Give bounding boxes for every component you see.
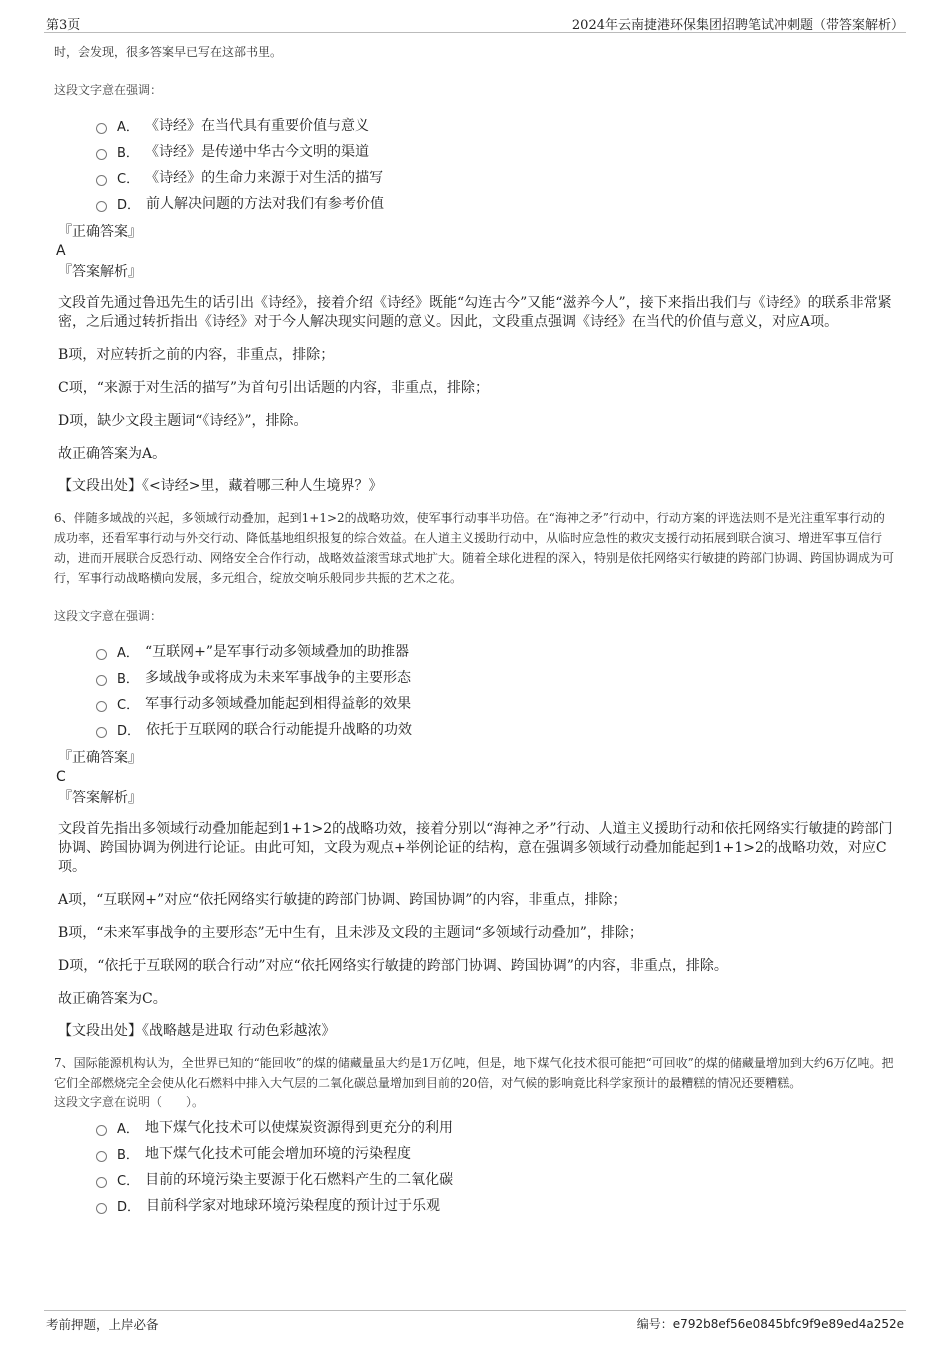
q5-answer-label: 『正确答案』 <box>58 224 142 240</box>
q5-answer: A <box>56 243 66 259</box>
document-title: 2024年云南捷港环保集团招聘笔试冲刺题（带答案解析） <box>571 18 904 33</box>
q7-option-a[interactable]: A． 地下煤气化技术可以使煤炭资源得到更充分的利用 <box>54 1114 896 1140</box>
q6-analysis-b: B项，“未来军事战争的主要形态”无中生有，且未涉及文段的主题词“多领域行动叠加”，排除； <box>58 925 643 941</box>
q6-option-c[interactable]: C． 军事行动多领域叠加能起到相得益彰的效果 <box>54 690 896 716</box>
page-footer <box>44 1310 906 1333</box>
q5-options <box>54 112 896 216</box>
q6-analysis-main: 文段首先指出多领域行动叠加能起到1+1>2的战略功效，接着分别以“海神之矛”行动、人道主义援助行动和依托网络实行敏捷的跨部门协调、跨国协调为例进行论证。由此可知，文段为观点+举例论证的结构，意在强调多领域行动叠加能起到1+1>2的战略功效，对应C项。 <box>58 821 893 875</box>
radio-icon[interactable] <box>96 649 107 660</box>
q6-analysis-d: D项，“依托于互联网的联合行动”对应“依托网络实行敏捷的跨部门协调、跨国协调”的内容，非重点，排除。 <box>58 958 728 974</box>
q5-option-a[interactable]: A． 《诗经》在当代具有重要价值与意义 <box>54 112 896 138</box>
q6-option-d[interactable]: D． 依托于互联网的联合行动能提升战略的功效 <box>54 716 896 742</box>
document-id: 编号：e792b8ef56e0845bfc9f9e89ed4a252e <box>636 1317 904 1331</box>
q5-source: 【文段出处】《<诗经>里，藏着哪三种人生境界？》 <box>58 478 383 494</box>
q5-analysis-c: C项，“来源于对生活的描写”为首句引出话题的内容，非重点，排除； <box>58 380 490 396</box>
radio-icon[interactable] <box>96 201 107 212</box>
footer-slogan: 考前押题，上岸必备 <box>46 1317 159 1332</box>
q5-stem-continuation: 时，会发现，很多答案早已写在这部书里。 <box>54 45 283 59</box>
page-content <box>54 40 896 1218</box>
q7-lead: 这段文字意在说明（ ）。 <box>54 1095 205 1109</box>
radio-icon[interactable] <box>96 1177 107 1188</box>
radio-icon[interactable] <box>96 1151 107 1162</box>
q6-answer: C <box>56 769 66 785</box>
radio-icon[interactable] <box>96 1203 107 1214</box>
q7-options <box>54 1114 896 1218</box>
q6-source: 【文段出处】《战略越是进取 行动色彩越浓》 <box>58 1023 336 1039</box>
radio-icon[interactable] <box>96 727 107 738</box>
q5-option-d[interactable]: D． 前人解决问题的方法对我们有参考价值 <box>54 190 896 216</box>
radio-icon[interactable] <box>96 1125 107 1136</box>
q5-analysis-b: B项，对应转折之前的内容，非重点，排除； <box>58 347 335 363</box>
q5-analysis-main: 文段首先通过鲁迅先生的话引出《诗经》，接着介绍《诗经》既能“勾连古今”又能“滋养今人”，接下来指出我们与《诗经》的联系非常紧密，之后通过转折指出《诗经》对于今人解决现实问题的意义。因此，文段重点强调《诗经》在当代的价值与意义，对应A项。 <box>58 295 892 330</box>
radio-icon[interactable] <box>96 149 107 160</box>
q6-options <box>54 638 896 742</box>
q6-option-a[interactable]: A． “互联网+”是军事行动多领域叠加的助推器 <box>54 638 896 664</box>
q6-lead: 这段文字意在强调： <box>54 609 163 623</box>
q7-stem: 7、国际能源机构认为，全世界已知的“能回收”的煤的储藏量虽大约是1万亿吨，但是，地下煤气化技术很可能把“可回收”的煤的储藏量增加到大约6万亿吨。把它们全部燃烧完全会使从化石燃料中排入大气层的二氧化碳总量增加到目前的20倍，对气候的影响竟比科学家预计的最糟糕的情况还要糟糕。 <box>54 1056 894 1090</box>
page-number: 第3页 <box>46 18 81 33</box>
radio-icon[interactable] <box>96 701 107 712</box>
q5-option-c[interactable]: C． 《诗经》的生命力来源于对生活的描写 <box>54 164 896 190</box>
q6-analysis-a: A项，“互联网+”对应“依托网络实行敏捷的跨部门协调、跨国协调”的内容，非重点，排除； <box>58 892 627 908</box>
radio-icon[interactable] <box>96 675 107 686</box>
q7-option-b[interactable]: B． 地下煤气化技术可能会增加环境的污染程度 <box>54 1140 896 1166</box>
radio-icon[interactable] <box>96 123 107 134</box>
q5-option-b[interactable]: B． 《诗经》是传递中华古今文明的渠道 <box>54 138 896 164</box>
q5-analysis-d: D项，缺少文段主题词“《诗经》”，排除。 <box>58 413 308 429</box>
q5-lead: 这段文字意在强调： <box>54 83 163 97</box>
q6-answer-label: 『正确答案』 <box>58 750 142 766</box>
q6-conclusion: 故正确答案为C。 <box>58 991 167 1007</box>
radio-icon[interactable] <box>96 175 107 186</box>
q7-option-d[interactable]: D． 目前科学家对地球环境污染程度的预计过于乐观 <box>54 1192 896 1218</box>
q6-option-b[interactable]: B． 多域战争或将成为未来军事战争的主要形态 <box>54 664 896 690</box>
page-header <box>44 12 906 33</box>
q7-option-c[interactable]: C． 目前的环境污染主要源于化石燃料产生的二氧化碳 <box>54 1166 896 1192</box>
q6-analysis-label: 『答案解析』 <box>58 790 142 806</box>
q5-conclusion: 故正确答案为A。 <box>58 446 167 462</box>
q6-stem: 6、伴随多域战的兴起，多领域行动叠加，起到1+1>2的战略功效，使军事行动事半功倍。在“海神之矛”行动中，行动方案的评选法则不是光注重军事行动的成功率，还看军事行动与外交行动、降低基地组织报复的综合效益。在人道主义援助行动中，从临时应急性的救灾支援行动拓展到联合演习、增进军事互信行动，进而开展联合反恐行动、网络安全合作行动，战略效益滚雪球式地扩大。随着全球化进程的深入，特别是依托网络实行敏捷的跨部门协调、跨国协调成为可行，军事行动战略横向发展，多元组合，绽放交响乐般同步共振的艺术之花。 <box>54 511 895 585</box>
q5-analysis-label: 『答案解析』 <box>58 264 142 280</box>
